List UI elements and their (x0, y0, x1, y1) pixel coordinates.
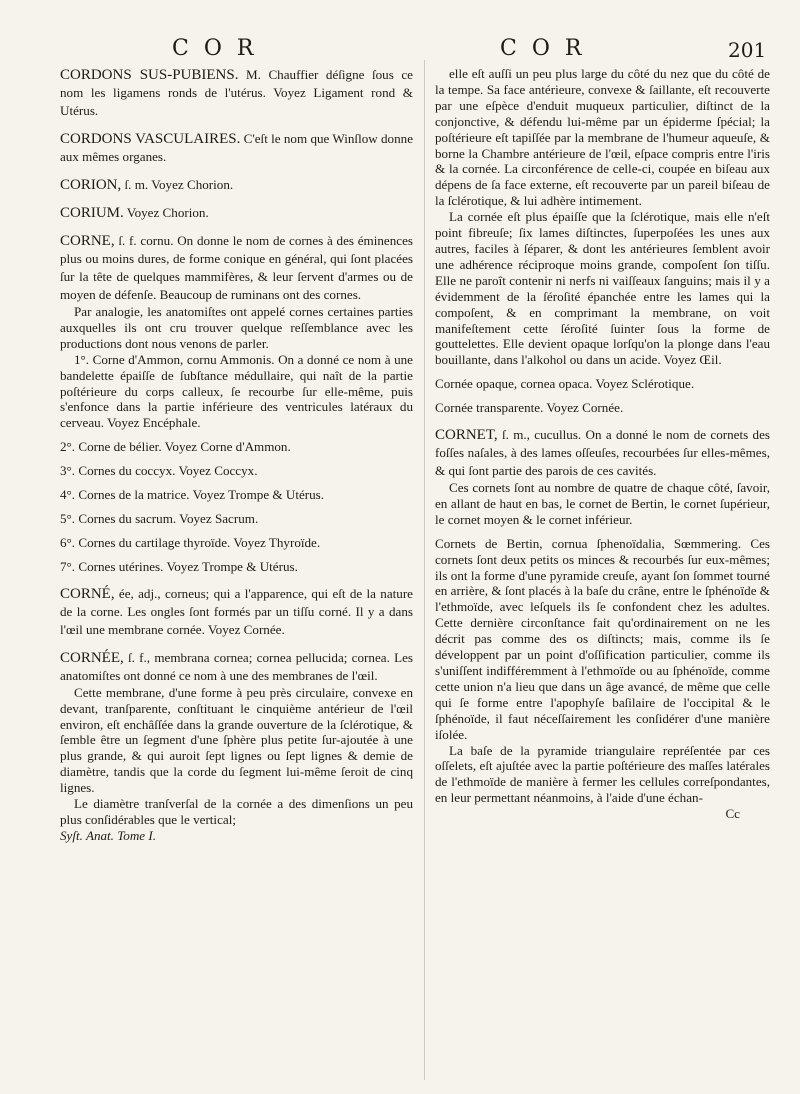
sub-entry: 7°. Cornes utérines. Voyez Trompe & Utérus. (60, 558, 298, 574)
sub-entry: 3°. Cornes du coccyx. Voyez Coccyx. (60, 463, 258, 479)
entry-headword: CORDONS VASCULAIRES. (60, 131, 241, 147)
sub-entry: Cornets de Bertin, cornua ſphenoïdalia, Sœmmering. Ces cornets ſont deux petits os minces & recourbés ſur eux-mêmes; ils ont la forme d'une pyramide creuſe, ayant ſon ſommet tourné en arrière, & ſont placés à la baſe du crâne, entre le ſphénoïde & l'ethmoïde, avec leſquels ils ſe confondent chez les adultes. Cette dernière circonſtance fait qu'ordinairement on ne les décrit pas comme des os diſtincts; mais, comme ils ſe développent par un point d'oſſification particulier, comme ils s'uniſſent indifféremment à l'ethmoïde ou au ſphénoïde, comme cette union n'a lieu que dans un âge avancé, de même que celle qui ſe forme entre l'apophyſe baſilaire de l'occipital & le ſphénoïde, il faut néceſſairement les conſidérer d'une manière iſolée. (435, 535, 770, 742)
paragraph: Ces cornets ſont au nombre de quatre de chaque côté, ſavoir, en allant de haut en bas, le cornet de Bertin, le cornet ſupérieur, le cornet moyen & le cornet inférieur. (435, 480, 770, 527)
dictionary-entry (435, 426, 770, 480)
signature-mark: Cc (725, 806, 740, 822)
dictionary-entry (60, 66, 413, 120)
running-head-left: C O R (172, 36, 258, 61)
column-divider (424, 60, 425, 1080)
dictionary-entry (60, 232, 413, 304)
paragraph: Cette membrane, d'une forme à peu près circulaire, convexe en devant, tranſparente, conſtituant le cinquième antérieur de l'œil environ, eſt enchâſſée dans la grande ouverture de la ſclérotique, & ſemble être un ſegment d'une ſphère plus petite ſur-ajoutée à une plus grande, & qui auroit ſept lignes ou ſept lignes & demie de diamètre, tandis que la corde du ſegment lui-même ſeroit de cinq lignes. (60, 684, 413, 796)
dictionary-entry (60, 204, 413, 222)
entry-headword: CORION, (60, 177, 122, 193)
sub-entry: 4°. Cornes de la matrice. Voyez Trompe & Utérus. (60, 487, 325, 503)
entry-text: Voyez Chorion. (123, 205, 209, 220)
signature-mark: Syſt. Anat. Tome I. (60, 827, 157, 843)
entry-text: ſ. m., cucullus. On a donné le nom de cornets des foſſes naſales, à des lames oſſeuſes, recourbées ſur elles-mêmes, & qui ſont partie des parois de ces cavités. (435, 427, 770, 479)
right-column (435, 66, 770, 822)
left-column (60, 66, 413, 844)
dictionary-entry (60, 649, 413, 685)
sub-entry: 2°. Corne de bélier. Voyez Corne d'Ammon. (60, 439, 291, 455)
entry-headword: CORIUM. (60, 205, 124, 221)
sub-entry: 5°. Cornes du sacrum. Voyez Sacrum. (60, 510, 259, 526)
sub-entry: 6°. Cornes du cartilage thyroïde. Voyez Thyroïde. (60, 534, 321, 550)
sub-entry: Cornée transparente. Voyez Cornée. (435, 400, 624, 416)
entry-headword: CORNÉ, (60, 585, 115, 602)
sub-entry: Cornée opaque, cornea opaca. Voyez Sclérotique. (435, 376, 695, 392)
running-head-right: C O R (500, 36, 586, 61)
entry-headword: CORDONS SUS-PUBIENS. (60, 67, 239, 83)
dictionary-entry (60, 130, 413, 166)
paragraph: La cornée eſt plus épaiſſe que la ſclérotique, mais elle n'eſt point fibreuſe; ſix lames diſtinctes, ſuperpoſées les unes aux autres, faciles à ſéparer, & dont les antérieures ſemblent avoir une adhérence réciproque moins grande, compoſent ſon tiſſu. Elle ne paroît contenir ni nerfs ni vaiſſeaux ſanguins; mais il y a évidemment de la ſéroſité épanchée entre les lames qui la compoſent, & en comprimant la membrane, on voit manifeſtement cette ſéroſité ſuinter ſous la forme de gouttelettes. Elle devient opaque lorſqu'on la plonge dans l'eau bouillante, dans l'alkohol ou dans un acide. Voyez Œil. (435, 209, 770, 368)
entry-headword: CORNÉE, (60, 649, 124, 666)
paragraph: 1°. Corne d'Ammon, cornu Ammonis. On a donné ce nom à une bandelette épaiſſe de ſubſtance médullaire, qui naît de la partie poſtérieure du corps calleux, ſe recourbe ſur elle-même, puis s'enfonce dans la partie inférieure des ventricules latéraux du cerveau. Voyez Encéphale. (60, 351, 413, 431)
entry-text: ſ. f. cornu. On donne le nom de cornes à des éminences plus ou moins dures, de forme conique en général, qui ſont placées ſur la tête de quelques mammifères, & leur ſervent d'armes ou de moyen de défenſe. Beaucoup de ruminans ont des cornes. (60, 233, 413, 302)
paragraph: Par analogie, les anatomiſtes ont appelé cornes certaines parties auxquelles ils ont cru trouver quelque reſſemblance avec les productions dont nous venons de parler. (60, 304, 413, 351)
entry-text: ée, adj., corneus; qui a l'apparence, qui eſt de la nature de la corne. Les ongles ſont formés par un tiſſu corné. Il y a dans l'œil une membrane cornée. Voyez Cornée. (60, 585, 413, 637)
paragraph: elle eſt auſſi un peu plus large du côté du nez que du côté de la tempe. Sa face antérieure, convexe & ſaillante, eſt recouverte par une eſpèce d'enduit muqueux particulier, diſtinct de la conjonctive, & défendu lui-même par un épiderme ſpécial; la poſtérieure eſt tapiſſée par la membrane de l'humeur aqueuſe, & borne la Chambre antérieure de l'œil, eſpace compris entre l'iris & la cornée. La circonférence de celle-ci, coupée en biſeau aux dépens de ſa face externe, eſt recouverte par un pareil biſeau de la ſclérotique, & lui adhère intimement. (435, 66, 770, 209)
entry-text: M. Chauffier déſigne ſous ce nom les ligamens ronds de l'utérus. Voyez Ligament rond & Utérus. (60, 67, 413, 118)
entry-headword: CORNET, (435, 427, 498, 444)
entry-text: ſ. m. Voyez Chorion. (121, 177, 234, 192)
entry-headword: CORNE, (60, 233, 115, 249)
entry-text: ſ. f., membrana cornea; cornea pellucida; cornea. Les anatomiſtes ont donné ce nom à une des membranes de l'œil. (60, 649, 413, 683)
dictionary-entry (60, 176, 413, 194)
entry-text: C'eſt le nom que Winſlow donne aux mêmes organes. (60, 131, 414, 164)
dictionary-entry (60, 585, 413, 639)
paragraph: Le diamètre tranſverſal de la cornée a des dimenſions un peu plus conſidérables que le vertical; (60, 796, 413, 827)
paragraph: La baſe de la pyramide triangulaire repréſentée par ces oſſelets, eſt ajuſtée avec la partie poſtérieure des maſſes latérales de l'ethmoïde de manière à fermer les cellules correſpondantes, en leur permettant néanmoins, à l'aide d'une échan- (435, 742, 770, 806)
page-number: 201 (728, 38, 767, 62)
